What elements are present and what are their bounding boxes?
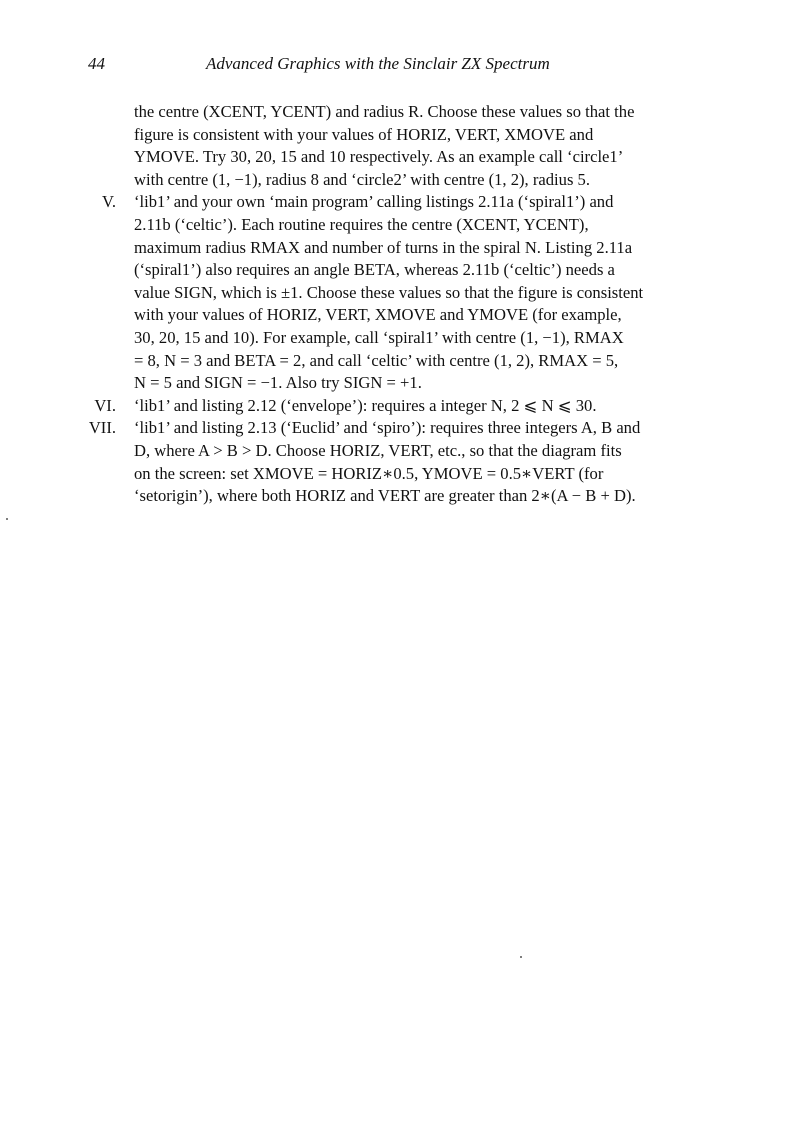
body-text <box>0 101 800 508</box>
line-text: on the screen: set XMOVE = HORIZ∗0.5, YMOVE = 0.5∗VERT (for <box>134 463 604 483</box>
line-text: value SIGN, which is ±1. Choose these values so that the figure is consistent <box>134 282 644 302</box>
text-line <box>0 327 800 350</box>
text-line <box>0 169 800 192</box>
text-line <box>0 191 800 214</box>
line-text: ‘lib1’ and listing 2.13 (‘Euclid’ and ‘spiro’): requires three integers A, B and <box>134 418 641 438</box>
line-text: maximum radius RMAX and number of turns in the spiral N. Listing 2.11a <box>134 237 633 257</box>
line-text: ‘lib1’ and your own ‘main program’ calling listings 2.11a (‘spiral1’) and <box>134 192 614 212</box>
scan-speck <box>6 518 8 520</box>
list-marker: V. <box>102 192 116 212</box>
line-text: ‘lib1’ and listing 2.12 (‘envelope’): requires a integer N, 2 ⩽ N ⩽ 30. <box>134 395 597 415</box>
line-text: with centre (1, −1), radius 8 and ‘circle2’ with centre (1, 2), radius 5. <box>134 169 590 189</box>
line-text: 2.11b (‘celtic’). Each routine requires the centre (XCENT, YCENT), <box>134 214 589 234</box>
list-marker: VI. <box>94 395 116 415</box>
scan-speck <box>520 956 522 958</box>
text-line <box>0 214 800 237</box>
text-line <box>0 146 800 169</box>
text-line <box>0 304 800 327</box>
text-line <box>0 440 800 463</box>
text-line <box>0 485 800 508</box>
text-line <box>0 395 800 418</box>
running-title: Advanced Graphics with the Sinclair ZX Spectrum <box>206 54 550 73</box>
page-header <box>0 54 800 80</box>
text-line <box>0 282 800 305</box>
text-line <box>0 259 800 282</box>
line-text: with your values of HORIZ, VERT, XMOVE and YMOVE (for example, <box>134 305 622 325</box>
line-text: 30, 20, 15 and 10). For example, call ‘spiral1’ with centre (1, −1), RMAX <box>134 327 624 347</box>
line-text: (‘spiral1’) also requires an angle BETA, whereas 2.11b (‘celtic’) needs a <box>134 260 615 280</box>
text-line <box>0 417 800 440</box>
page-number: 44 <box>88 54 105 73</box>
text-line <box>0 350 800 373</box>
text-line <box>0 237 800 260</box>
line-text: YMOVE. Try 30, 20, 15 and 10 respectively. As an example call ‘circle1’ <box>134 147 624 167</box>
line-text: the centre (XCENT, YCENT) and radius R. Choose these values so that the <box>134 102 635 121</box>
line-text: ‘setorigin’), where both HORIZ and VERT are greater than 2∗(A − B + D). <box>134 486 636 506</box>
text-line <box>0 463 800 486</box>
text-line <box>0 124 800 147</box>
line-text: figure is consistent with your values of HORIZ, VERT, XMOVE and <box>134 124 594 144</box>
line-text: D, where A > B > D. Choose HORIZ, VERT, etc., so that the diagram fits <box>134 440 622 460</box>
line-text: = 8, N = 3 and BETA = 2, and call ‘celtic’ with centre (1, 2), RMAX = 5, <box>134 350 619 370</box>
text-line <box>0 101 800 124</box>
line-text: N = 5 and SIGN = −1. Also try SIGN = +1. <box>134 373 422 393</box>
list-marker: VII. <box>88 418 116 438</box>
text-line <box>0 372 800 395</box>
